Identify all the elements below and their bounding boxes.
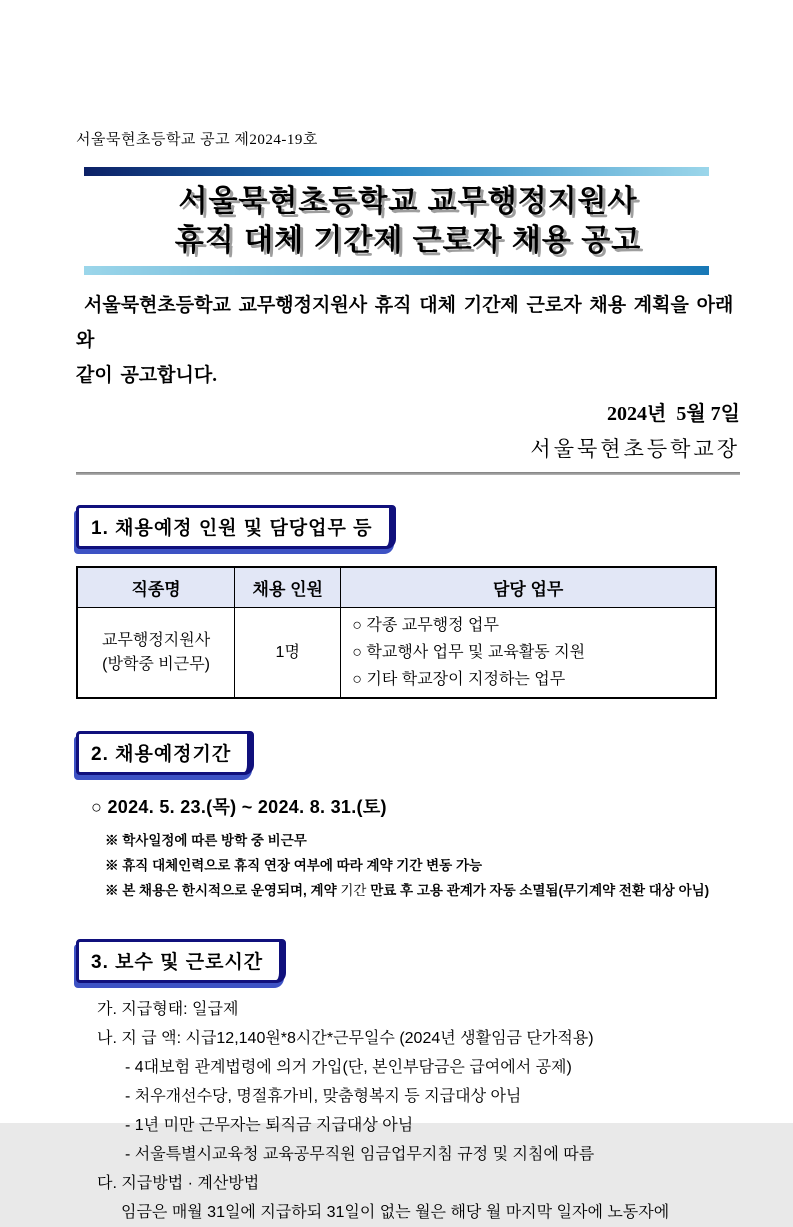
pay-item: 나. 지 급 액: 시급12,140원*8시간*근무일수 (2024년 생활임금 단가적용) — [97, 1030, 594, 1047]
duty-item: ○ 기타 학교장이 지정하는 업무 — [352, 671, 566, 688]
note3-light: 기간 — [340, 883, 367, 898]
duty-item: ○ 각종 교무행정 업무 — [352, 617, 499, 634]
section-1-heading: 1. 채용예정 인원 및 담당업무 등 — [76, 505, 396, 549]
header-headcount: 채용 인원 — [235, 567, 341, 608]
note-item — [105, 878, 740, 903]
table-row — [77, 608, 716, 699]
cell-headcount: 1명 — [235, 608, 341, 699]
period-notes — [105, 828, 740, 903]
section-2-heading: 2. 채용예정기간 — [76, 731, 254, 775]
pay-item: - 서울특별시교육청 교육공무직원 임금업무지침 규정 및 지침에 따름 — [125, 1146, 595, 1163]
employment-period: ○ 2024. 5. 23.(목) ~ 2024. 8. 31.(토) — [91, 797, 387, 817]
job-title-line1: 교무행정지원사 — [101, 631, 211, 649]
cell-job-title — [77, 608, 235, 699]
section-2 — [76, 731, 740, 903]
page-content — [76, 128, 740, 1227]
intro-line1: 서울묵현초등학교 교무행정지원사 휴직 대체 기간제 근로자 채용 계획을 아래와 — [76, 295, 734, 351]
signature-divider — [76, 472, 740, 475]
cell-duties — [341, 608, 716, 699]
section-3-heading: 3. 보수 및 근로시간 — [76, 939, 286, 983]
pay-items — [76, 995, 740, 1227]
header-job-title: 직종명 — [77, 567, 235, 608]
duty-item: ○ 학교행사 업무 및 교육활동 지원 — [352, 644, 586, 661]
pay-item: - 처우개선수당, 명절휴가비, 맞춤형복지 등 지급대상 아님 — [125, 1088, 522, 1105]
pay-item: - 4대보험 관계법령에 의거 가입(단, 본인부담금은 급여에서 공제) — [125, 1059, 572, 1076]
doc-number: 서울묵현초등학교 공고 제2024-19호 — [76, 132, 318, 148]
job-title-line2: (방학중 비근무) — [102, 655, 210, 673]
note-item: ※ 학사일정에 따른 방학 중 비근무 — [105, 833, 307, 848]
pay-item: 가. 지급형태: 일급제 — [97, 1001, 239, 1018]
intro-line2: 같이 공고합니다. — [76, 365, 217, 386]
page-title-line2: 휴직 대체 기간제 근로자 채용 공고 — [174, 224, 642, 257]
pay-item: 임금은 매월 31일에 지급하되 31일이 없는 월은 해당 월 마지막 일자에 노동자에 — [121, 1204, 670, 1221]
header-duties: 담당 업무 — [341, 567, 716, 608]
table-header-row — [77, 567, 716, 608]
title-top-gradient-bar — [84, 167, 709, 176]
section-3 — [76, 939, 740, 1227]
note3-suffix: 만료 후 고용 관계가 자동 소멸됨(무기계약 전환 대상 아님) — [366, 883, 710, 898]
page-title-line1: 서울묵현초등학교 교무행정지원사 — [178, 185, 638, 218]
announcement-date: 2024년 5월 7일 — [607, 403, 740, 425]
hiring-table — [76, 566, 717, 699]
note3-prefix: ※ 본 채용은 한시적으로 운영되며, 계약 — [105, 883, 341, 898]
title-bottom-gradient-bar — [84, 266, 709, 275]
title-block — [76, 167, 740, 275]
signer: 서울묵현초등학교장 — [530, 437, 740, 461]
pay-item: 다. 지급방법 · 계산방법 — [97, 1175, 260, 1192]
intro-paragraph — [76, 288, 740, 393]
pay-item: - 1년 미만 근무자는 퇴직금 지급대상 아님 — [125, 1117, 414, 1134]
section-1 — [76, 505, 740, 699]
note-item: ※ 휴직 대체인력으로 휴직 연장 여부에 따라 계약 기간 변동 가능 — [105, 858, 483, 873]
